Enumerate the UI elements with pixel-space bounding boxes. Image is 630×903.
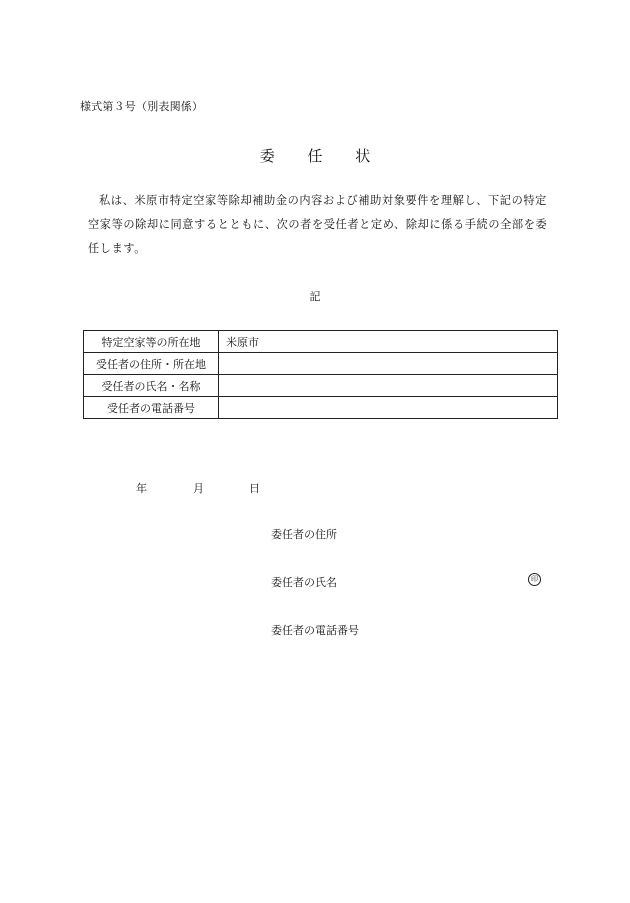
property-info-table [83,330,558,419]
principal-address-label: 委任者の住所 [271,528,337,541]
row-value-agent-phone[interactable] [219,397,558,419]
principal-phone-label: 委任者の電話番号 [271,624,359,637]
row-label-location: 特定空家等の所在地 [84,331,219,353]
date-day-label: 日 [249,482,260,495]
row-label-agent-phone: 受任者の電話番号 [84,397,219,419]
row-value-agent-name[interactable] [219,375,558,397]
table-row [84,375,558,397]
row-value-agent-address[interactable] [219,353,558,375]
table-row [84,397,558,419]
row-value-location[interactable]: 米原市 [219,331,558,353]
date-month-label: 月 [193,482,204,495]
form-number: 様式第３号（別表関係） [80,100,204,113]
date-year-label: 年 [136,482,147,495]
principal-name-label: 委任者の氏名 [271,576,337,589]
row-label-agent-name: 受任者の氏名・名称 [84,375,219,397]
ki-heading: 記 [309,290,321,303]
document-title: 委 任 状 [259,147,385,165]
row-label-agent-address: 受任者の住所・所在地 [84,353,219,375]
table-row [84,353,558,375]
table-row [84,331,558,353]
body-paragraph: 私は、米原市特定空家等除却補助金の内容および補助対象要件を理解し、下記の特定空家等の除却に同意するとともに、次の者を受任者と定め、除却に係る手続の全部を委任します。 [88,194,548,255]
seal-icon: 印 [528,573,541,586]
